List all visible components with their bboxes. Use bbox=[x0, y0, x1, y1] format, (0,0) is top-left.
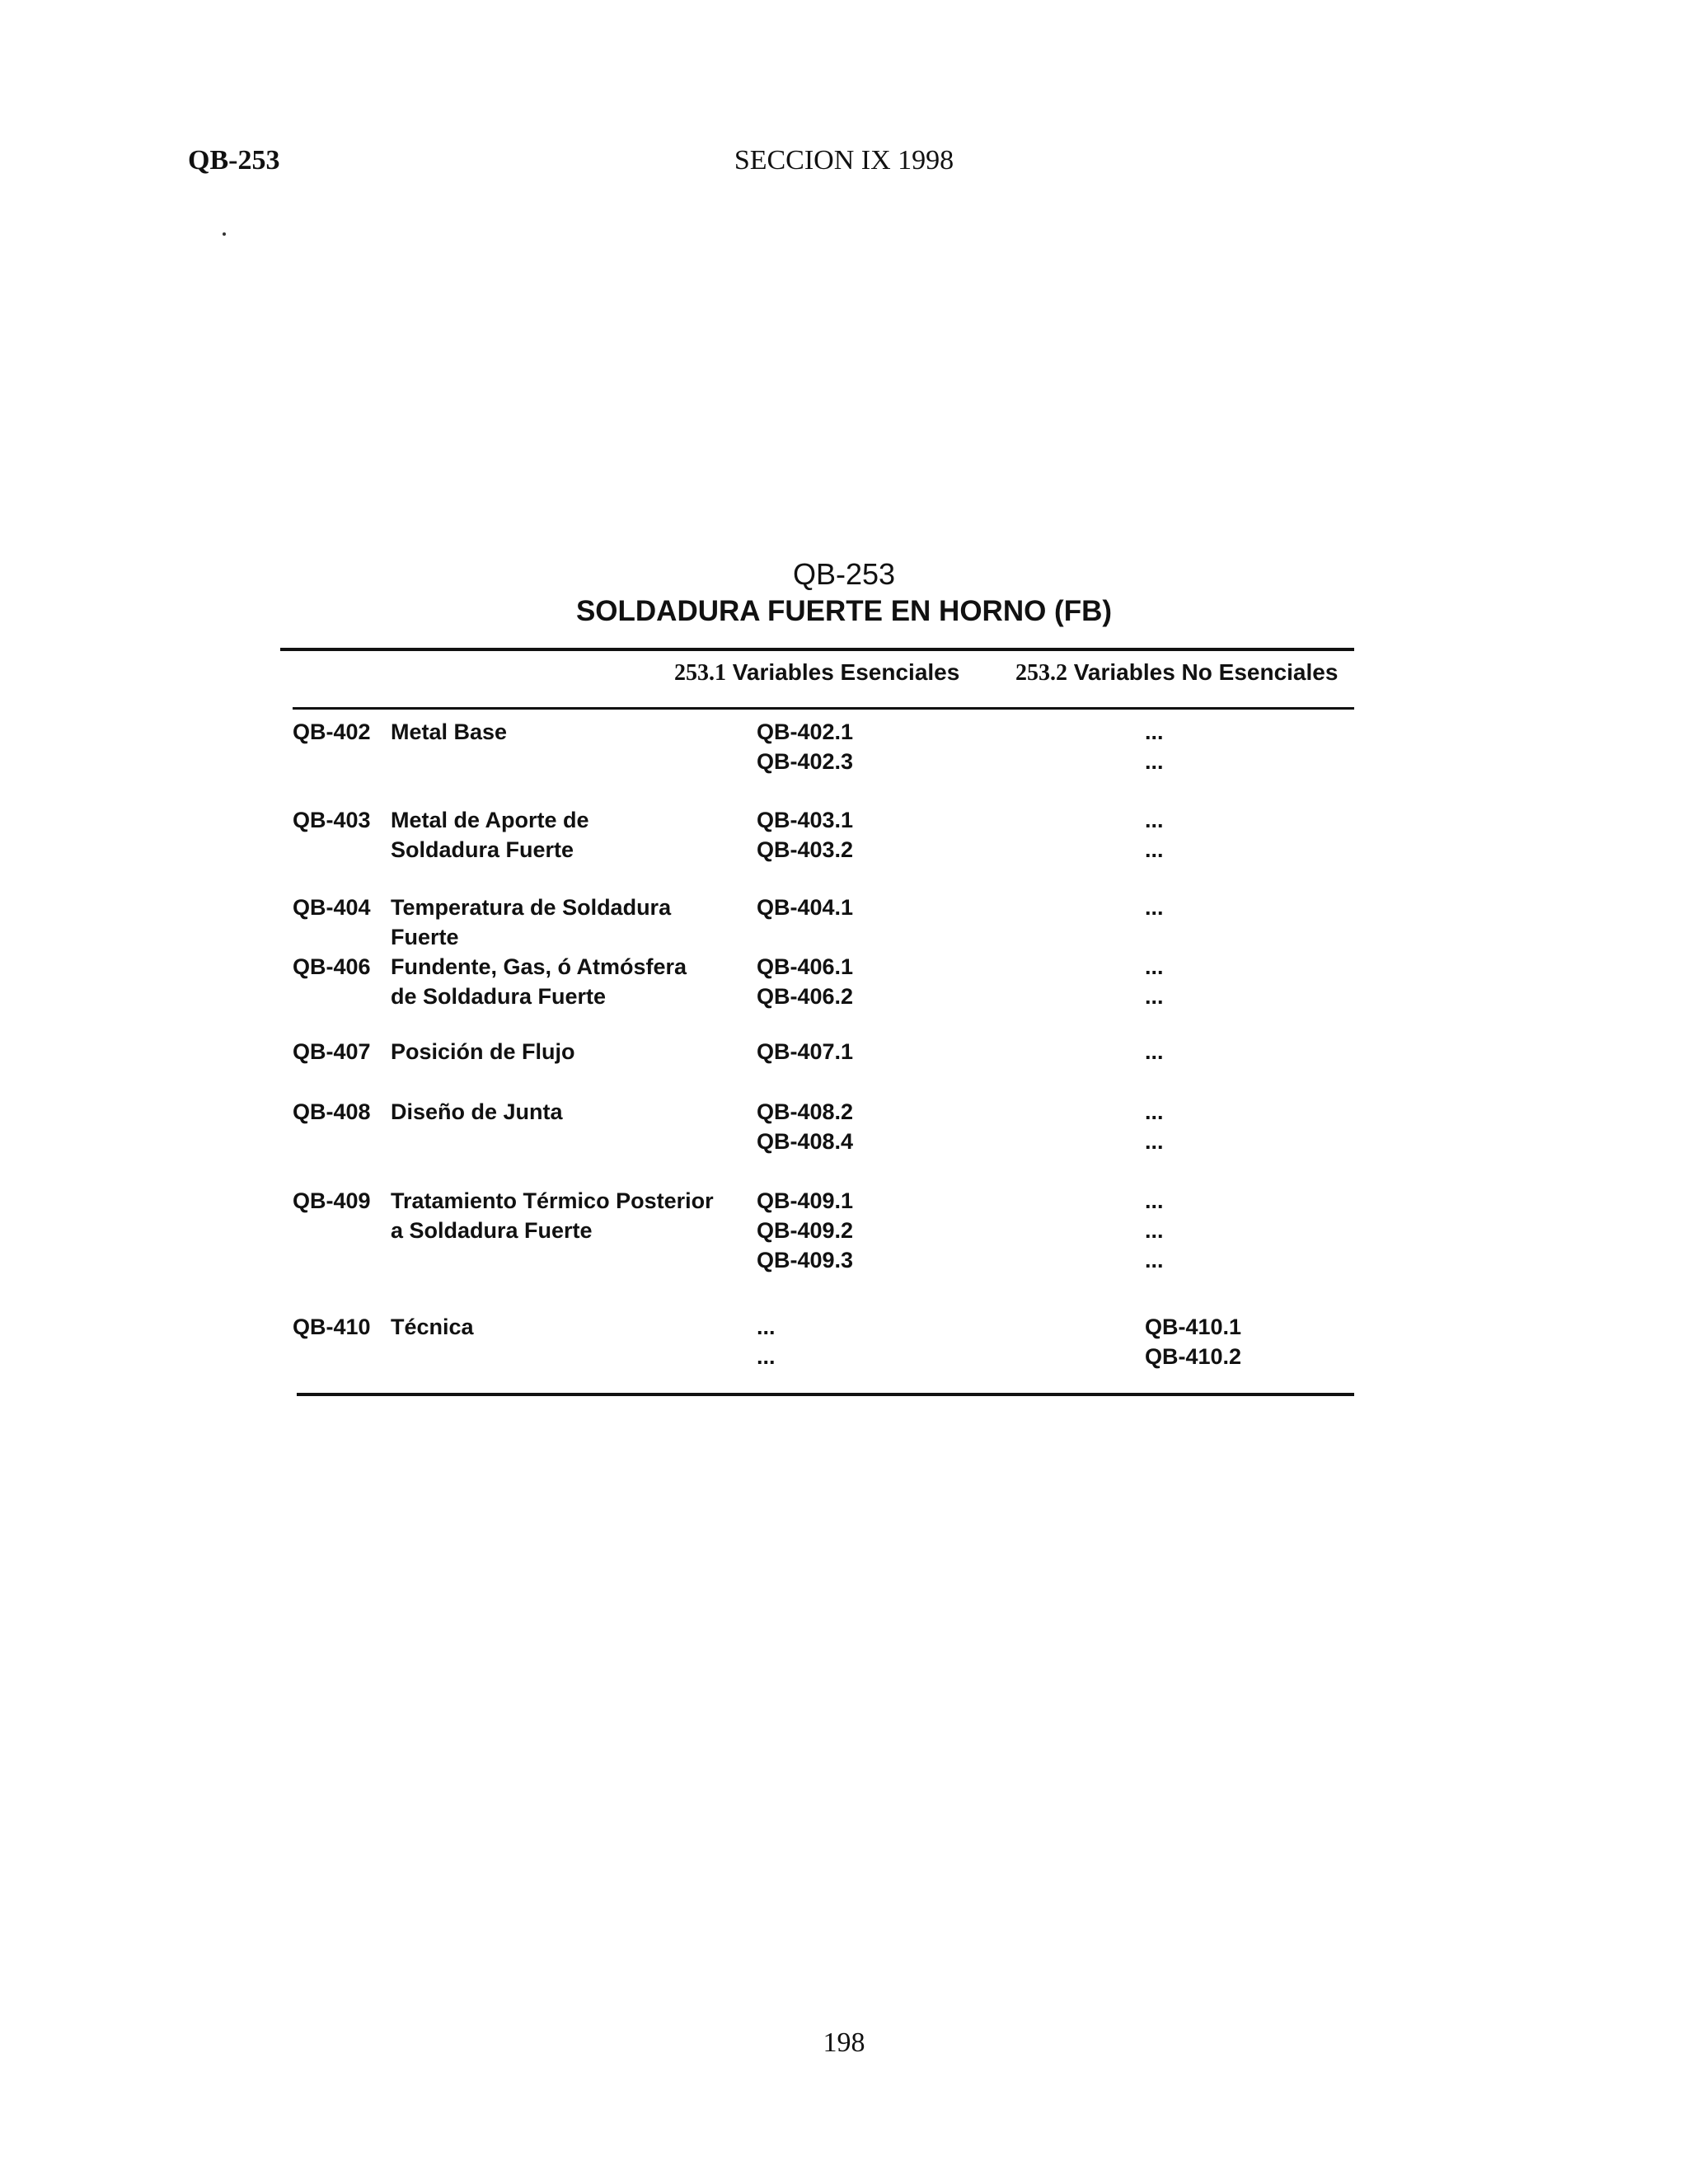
essential-variables-line: QB-403.2 bbox=[757, 837, 854, 862]
essential-variables bbox=[757, 1097, 853, 1156]
essential-variables-line: QB-402.3 bbox=[757, 749, 854, 774]
essential-variables bbox=[757, 952, 853, 1011]
variable-description-line: Técnica bbox=[391, 1315, 474, 1339]
column-header-essential bbox=[674, 659, 959, 687]
essential-variables-line: QB-406.2 bbox=[757, 984, 854, 1009]
essential-variables bbox=[757, 1186, 853, 1275]
essential-variables bbox=[757, 893, 853, 922]
nonessential-variables-line: ... bbox=[1145, 1248, 1164, 1272]
nonessential-variables-line: ... bbox=[1145, 749, 1164, 774]
column-header-nonessential-number: 253.2 bbox=[1015, 660, 1067, 686]
essential-variables-line: QB-403.1 bbox=[757, 808, 854, 832]
variable-description bbox=[391, 1037, 575, 1066]
essential-variables-line: QB-402.1 bbox=[757, 719, 854, 744]
essential-variables-line: ... bbox=[757, 1344, 776, 1369]
essential-variables-line: QB-404.1 bbox=[757, 895, 854, 920]
nonessential-variables bbox=[1145, 1097, 1164, 1156]
nonessential-variables-line: QB-410.2 bbox=[1145, 1344, 1242, 1369]
essential-variables bbox=[757, 1037, 853, 1066]
variable-description-line: Tratamiento Térmico Posterior bbox=[391, 1188, 714, 1213]
table-top-rule bbox=[280, 648, 1354, 651]
nonessential-variables bbox=[1145, 805, 1164, 865]
column-header-essential-label: Variables Esenciales bbox=[732, 659, 960, 685]
variable-description bbox=[391, 1097, 563, 1127]
variable-description-line: a Soldadura Fuerte bbox=[391, 1218, 593, 1243]
nonessential-variables-line: ... bbox=[1145, 1188, 1164, 1213]
variable-description bbox=[391, 1186, 714, 1245]
nonessential-variables bbox=[1145, 1186, 1164, 1275]
essential-variables bbox=[757, 805, 853, 865]
essential-variables-line: ... bbox=[757, 1315, 776, 1339]
essential-variables-line: QB-409.3 bbox=[757, 1248, 854, 1272]
table-header-rule bbox=[293, 707, 1354, 710]
nonessential-variables-line: ... bbox=[1145, 895, 1164, 920]
variable-code: QB-402 bbox=[293, 719, 371, 744]
nonessential-variables bbox=[1145, 952, 1164, 1011]
variable-description-line: Diseño de Junta bbox=[391, 1099, 563, 1124]
essential-variables-line: QB-408.2 bbox=[757, 1099, 854, 1124]
nonessential-variables-line: ... bbox=[1145, 719, 1164, 744]
page-header-title: SECCION IX 1998 bbox=[734, 145, 954, 176]
variable-description bbox=[391, 805, 589, 865]
variable-code: QB-408 bbox=[293, 1099, 371, 1124]
nonessential-variables-line: ... bbox=[1145, 984, 1164, 1009]
nonessential-variables-line: ... bbox=[1145, 1099, 1164, 1124]
essential-variables-line: QB-408.4 bbox=[757, 1129, 854, 1154]
nonessential-variables-line: ... bbox=[1145, 837, 1164, 862]
variable-code: QB-407 bbox=[293, 1039, 371, 1064]
table-code: QB-253 bbox=[792, 557, 896, 591]
column-header-nonessential bbox=[1015, 659, 1338, 687]
table-bottom-rule bbox=[297, 1393, 1354, 1396]
variable-description-line: Metal de Aporte de bbox=[391, 808, 589, 832]
variable-code: QB-406 bbox=[293, 954, 371, 979]
variable-code: QB-404 bbox=[293, 895, 371, 920]
variable-description-line: Metal Base bbox=[391, 719, 508, 744]
nonessential-variables-line: ... bbox=[1145, 1218, 1164, 1243]
variable-description-line: Posición de Flujo bbox=[391, 1039, 575, 1064]
nonessential-variables bbox=[1145, 1037, 1164, 1066]
nonessential-variables-line: QB-410.1 bbox=[1145, 1315, 1242, 1339]
variable-description-line: Fundente, Gas, ó Atmósfera bbox=[391, 954, 687, 979]
page-number: 198 bbox=[823, 2027, 865, 2058]
essential-variables-line: QB-409.2 bbox=[757, 1218, 854, 1243]
variable-description bbox=[391, 717, 507, 747]
variable-code: QB-403 bbox=[293, 808, 371, 832]
column-header-essential-number: 253.1 bbox=[674, 660, 726, 686]
essential-variables-line: QB-406.1 bbox=[757, 954, 854, 979]
table-title: SOLDADURA FUERTE EN HORNO (FB) bbox=[575, 595, 1113, 627]
page-header-code: QB-253 bbox=[188, 145, 280, 176]
variable-description-line: Temperatura de Soldadura bbox=[391, 895, 672, 920]
variable-description-line: Soldadura Fuerte bbox=[391, 837, 574, 862]
variable-description-line: Fuerte bbox=[391, 925, 459, 949]
scan-speck bbox=[223, 232, 226, 236]
essential-variables-line: QB-409.1 bbox=[757, 1188, 854, 1213]
nonessential-variables-line: ... bbox=[1145, 808, 1164, 832]
nonessential-variables bbox=[1145, 1312, 1241, 1371]
variable-description bbox=[391, 1312, 474, 1342]
nonessential-variables bbox=[1145, 893, 1164, 922]
variable-code: QB-410 bbox=[293, 1315, 371, 1339]
nonessential-variables-line: ... bbox=[1145, 954, 1164, 979]
essential-variables bbox=[757, 1312, 776, 1371]
nonessential-variables bbox=[1145, 717, 1164, 776]
variable-description bbox=[391, 952, 687, 1011]
variable-description-line: de Soldadura Fuerte bbox=[391, 984, 607, 1009]
nonessential-variables-line: ... bbox=[1145, 1039, 1164, 1064]
variable-code: QB-409 bbox=[293, 1188, 371, 1213]
essential-variables bbox=[757, 717, 853, 776]
variable-description bbox=[391, 893, 671, 952]
nonessential-variables-line: ... bbox=[1145, 1129, 1164, 1154]
column-header-nonessential-label: Variables No Esenciales bbox=[1073, 659, 1339, 685]
essential-variables-line: QB-407.1 bbox=[757, 1039, 854, 1064]
